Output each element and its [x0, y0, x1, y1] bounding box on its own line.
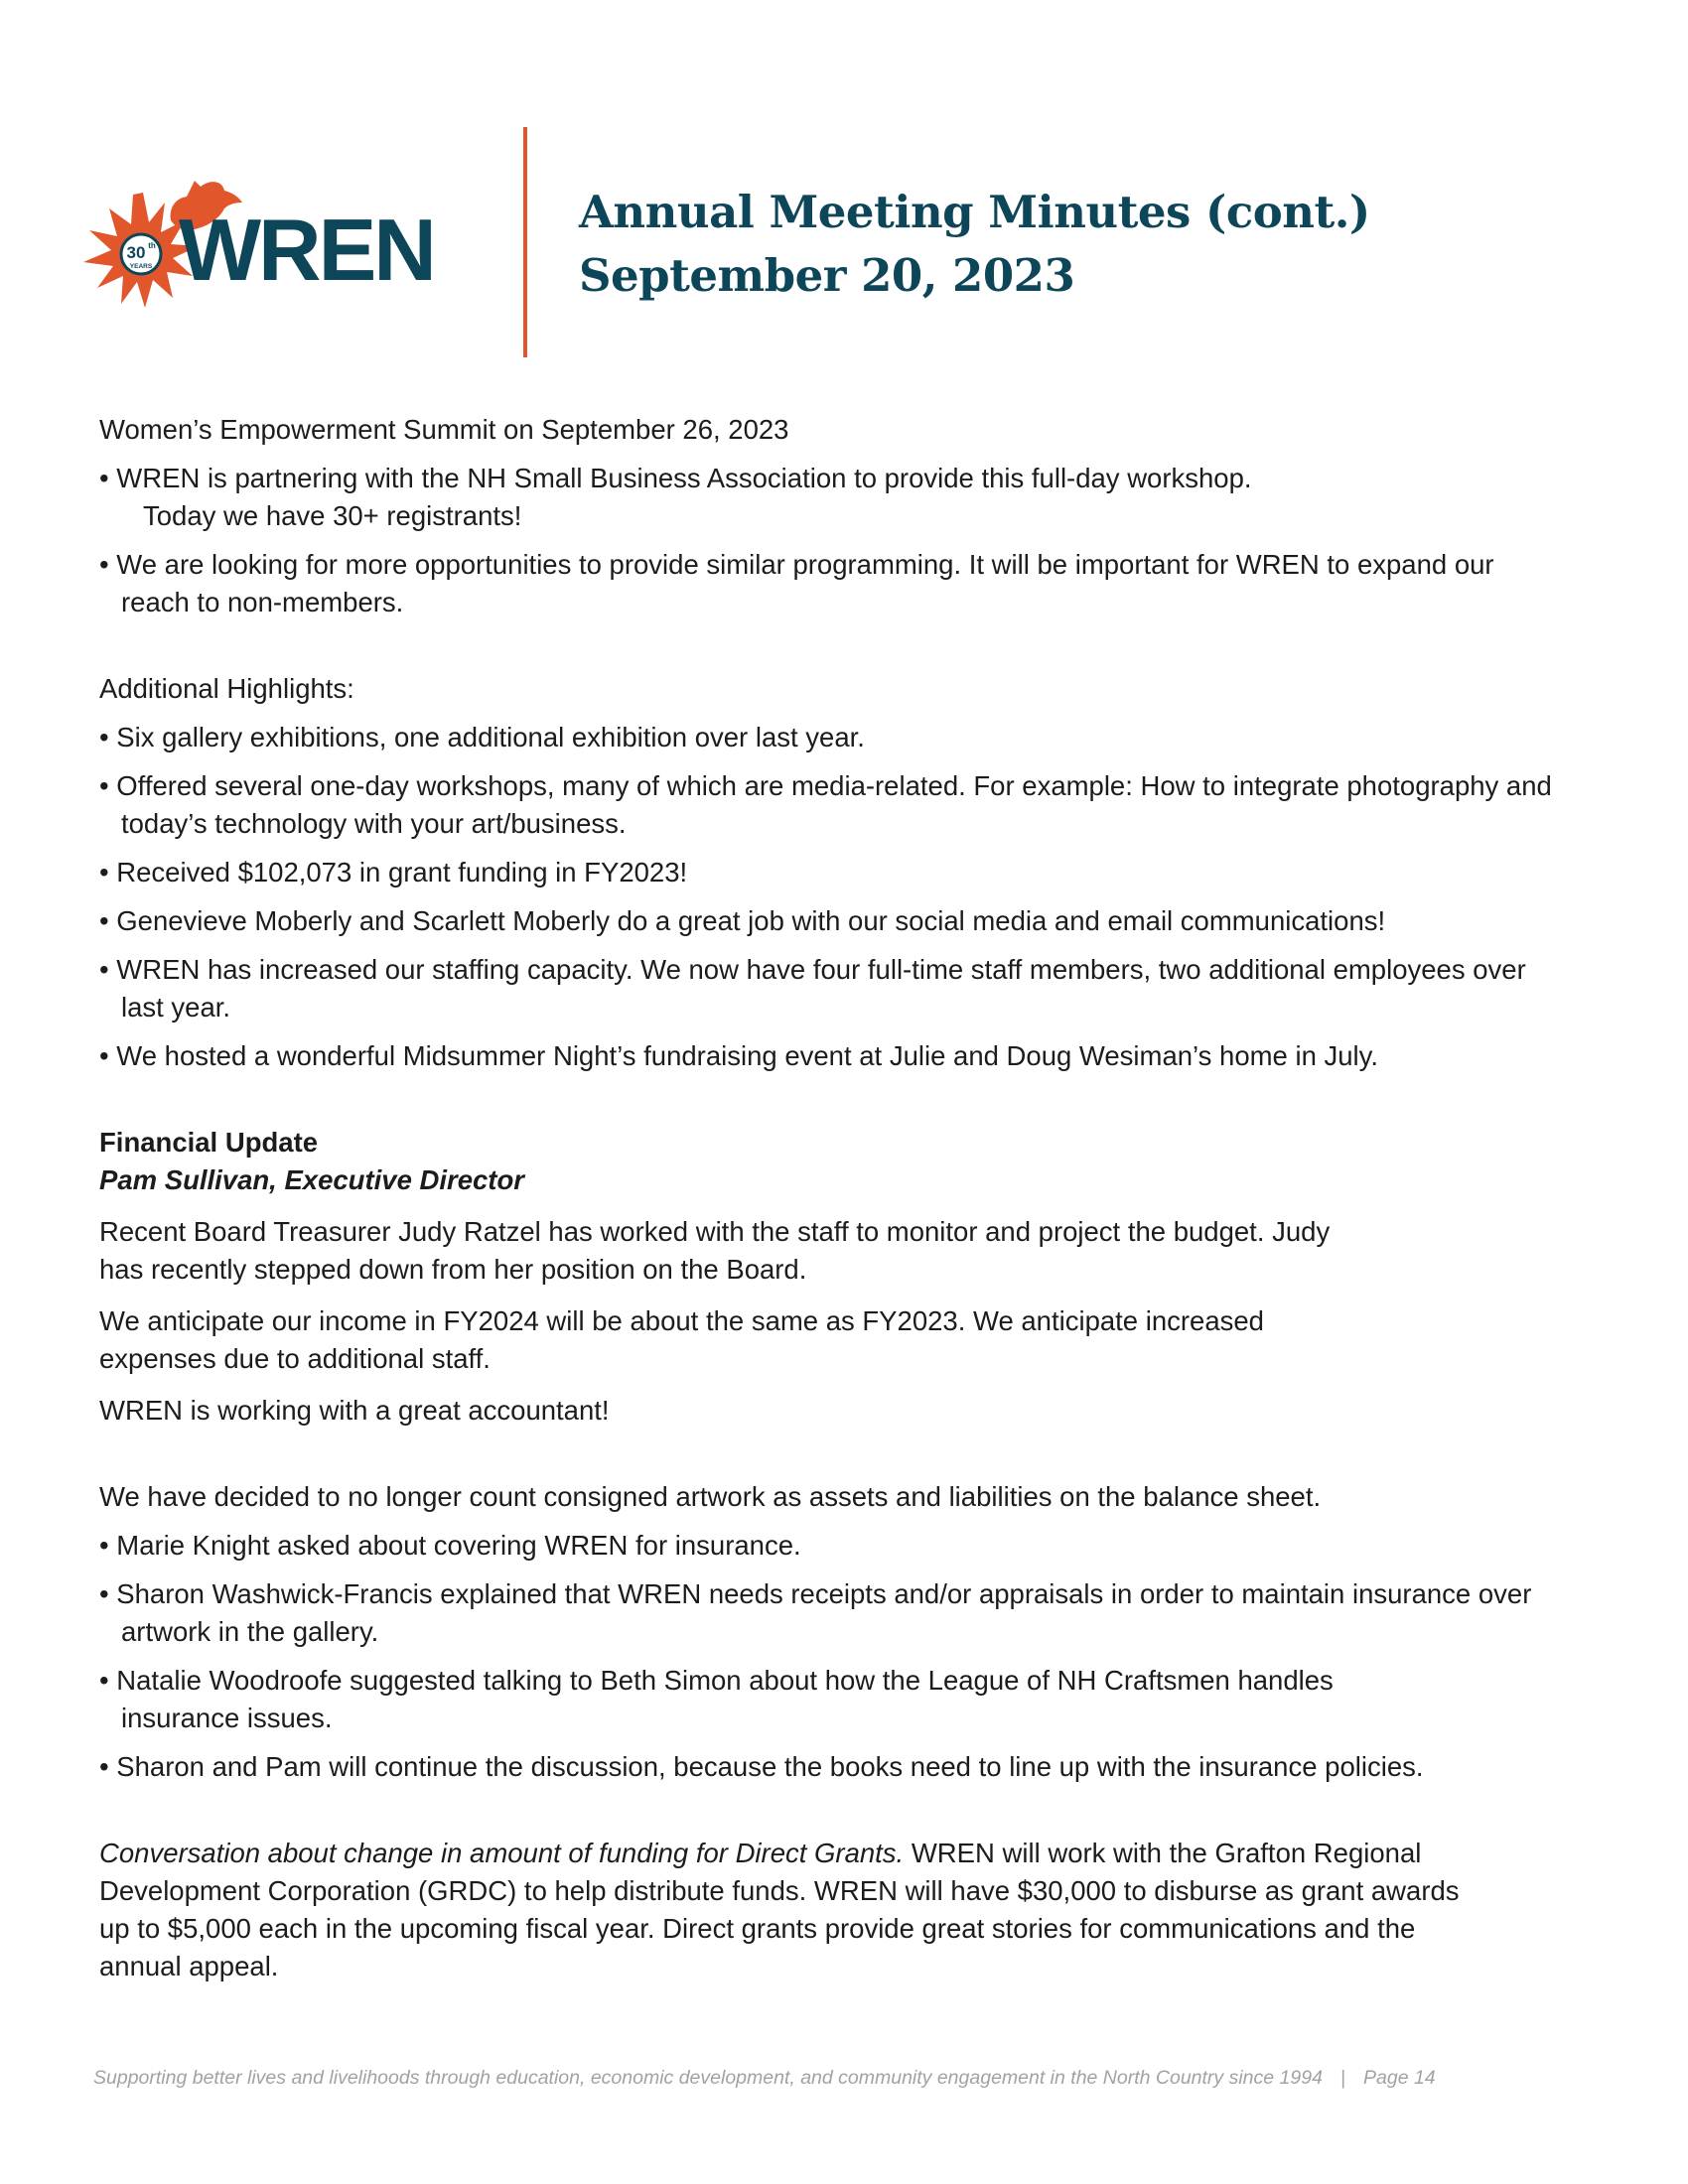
list-item: • Sharon and Pam will continue the discussion, because the books need to line up with the insurance policies.: [99, 1751, 1424, 1782]
list-item: • WREN has increased our staffing capacity. We now have four full-time staff members, two additional employees over last year.: [99, 954, 1526, 1023]
document-body: [99, 411, 1569, 1985]
badge-years: YEARS: [129, 263, 153, 270]
wren-logo-graphic: [75, 159, 473, 318]
highlights-list: [99, 719, 1569, 1075]
grants-paragraph: [99, 1835, 1489, 1985]
summit-heading: Women’s Empowerment Summit on September 26, 2023: [99, 414, 789, 445]
list-item: • We are looking for more opportunities to provide similar programming. It will be important for WREN to expand our reach to non-members.: [99, 549, 1494, 617]
list-item: • Received $102,073 in grant funding in FY2023!: [99, 857, 688, 887]
grants-lead: Conversation about change in amount of funding for Direct Grants.: [99, 1838, 905, 1868]
footer-separator: |: [1339, 2067, 1345, 2089]
financial-heading: Financial Update: [99, 1127, 319, 1158]
logo-wordmark: WREN: [179, 201, 434, 299]
financial-presenter: Pam Sullivan, Executive Director: [99, 1164, 524, 1195]
list-item: • Natalie Woodroofe suggested talking to Beth Simon about how the League of NH Craftsmen handles insurance issues.: [99, 1665, 1334, 1733]
list-item: • Marie Knight asked about covering WREN for insurance.: [99, 1530, 801, 1561]
list-item-continuation: Today we have 30+ registrants!: [143, 500, 522, 531]
title-line-1: Annual Meeting Minutes (cont.): [579, 186, 1370, 238]
grants-body: WREN will work with the Grafton Regional Development Corporation (GRDC) to help distribute funds. WREN will have $30,000 to disburse as grant awards up to $5,000 each in the upcoming fiscal year. Direct grants provide great stories for communications and the annual appeal.: [99, 1838, 1460, 1981]
page-number: Page 14: [1363, 2067, 1436, 2089]
list-item: • WREN is partnering with the NH Small Business Association to provide this full-day workshop. Today we have 30+ registrants!: [99, 463, 1252, 531]
financial-paragraph-2: We anticipate our income in FY2024 will be about the same as FY2023. We anticipate increased expenses due to additional staff.: [99, 1305, 1264, 1374]
title-line-2: September 20, 2023: [579, 249, 1075, 302]
page-footer: [93, 2067, 1603, 2090]
list-item: • We hosted a wonderful Midsummer Night’s fundraising event at Julie and Doug Wesiman’s home in July.: [99, 1040, 1379, 1071]
badge-sup: th: [148, 241, 156, 250]
list-item: • Genevieve Moberly and Scarlett Moberly do a great job with our social media and email communications!: [99, 905, 1386, 936]
financial-paragraph-3: WREN is working with a great accountant!: [99, 1395, 610, 1426]
financial-paragraph-1: Recent Board Treasurer Judy Ratzel has worked with the staff to monitor and project the budget. Judy has recently stepped down from her position on the Board.: [99, 1216, 1331, 1285]
list-item: • Offered several one-day workshops, many of which are media-related. For example: How to integrate photography and today’s technology with your art/business.: [99, 770, 1552, 839]
list-item: • Six gallery exhibitions, one additional exhibition over last year.: [99, 722, 865, 752]
consigned-intro: We have decided to no longer count consigned artwork as assets and liabilities on the balance sheet.: [99, 1481, 1322, 1512]
footer-tagline: Supporting better lives and livelihoods through education, economic development, and community engagement in the North Country since 1994: [93, 2067, 1323, 2089]
list-item: • Sharon Washwick-Francis explained that WREN needs receipts and/or appraisals in order to maintain insurance over artwork in the gallery.: [99, 1578, 1532, 1647]
page-title: [579, 181, 1370, 308]
header-divider: [523, 127, 527, 357]
highlights-heading: Additional Highlights:: [99, 673, 354, 704]
consigned-list: [99, 1527, 1569, 1786]
summit-list: [99, 460, 1569, 621]
wren-logo: [75, 159, 473, 318]
badge-number: 30: [126, 243, 146, 262]
